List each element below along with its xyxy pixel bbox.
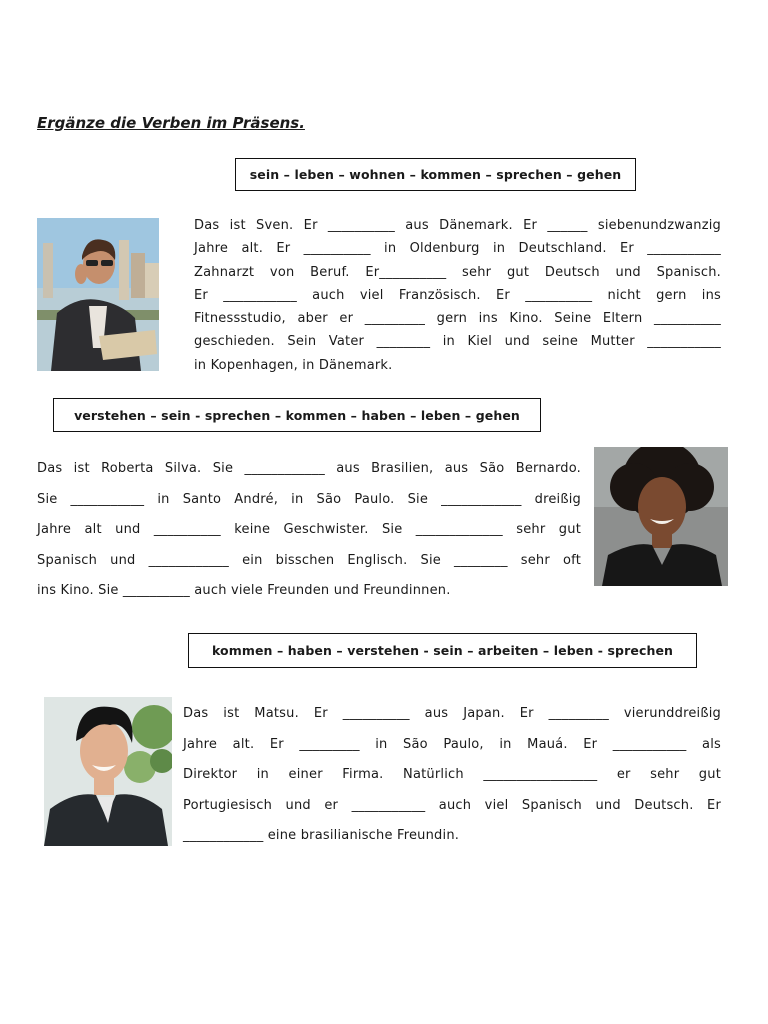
text-line: in Kopenhagen, in Dänemark. bbox=[194, 357, 393, 373]
text-line: Spanisch und ____________ ein bisschen Englisch. Sie ________ sehr oft bbox=[37, 552, 581, 568]
text-line: Das ist Roberta Silva. Sie ____________ aus Brasilien, aus São Bernardo. bbox=[37, 461, 581, 476]
photo-matsu bbox=[44, 697, 172, 846]
text-line: ins Kino. Sie __________ auch viele Freunden und Freundinnen. bbox=[37, 583, 451, 598]
word-box-3: kommen – haben – verstehen - sein – arbeiten – leben - sprechen bbox=[188, 633, 697, 668]
text-line: Jahre alt. Er __________ in Oldenburg in Deutschland. Er ___________ bbox=[194, 241, 721, 257]
text-line: Portugiesisch und er ___________ auch viel Spanisch und Deutsch. Er bbox=[183, 797, 721, 813]
text-line: Jahre alt. Er _________ in São Paulo, in Mauá. Er ___________ als bbox=[183, 736, 721, 752]
paragraph-roberta bbox=[37, 454, 581, 607]
photo-sven bbox=[37, 218, 159, 371]
paragraph-matsu bbox=[183, 699, 721, 852]
word-box-1: sein – leben – wohnen – kommen – sprechen – gehen bbox=[235, 158, 636, 191]
text-line: Das ist Matsu. Er __________ aus Japan. Er _________ vierunddreißig bbox=[183, 706, 721, 721]
text-line: Fitnessstudio, aber er _________ gern ins Kino. Seine Eltern __________ bbox=[194, 311, 721, 327]
text-line: Direktor in einer Firma. Natürlich _________________ er sehr gut bbox=[183, 767, 721, 782]
text-line: Jahre alt und __________ keine Geschwister. Sie _____________ sehr gut bbox=[37, 522, 581, 537]
word-box-2: verstehen – sein - sprechen – kommen – haben – leben – gehen bbox=[53, 398, 541, 432]
paragraph-sven bbox=[194, 214, 721, 377]
text-line: Das ist Sven. Er __________ aus Dänemark. Er ______ siebenundzwanzig bbox=[194, 218, 721, 233]
photo-roberta bbox=[594, 447, 728, 586]
text-line: Sie ___________ in Santo André, in São Paulo. Sie ____________ dreißig bbox=[37, 491, 581, 507]
text-line: geschieden. Sein Vater ________ in Kiel und seine Mutter ___________ bbox=[194, 334, 721, 350]
text-line: ____________ eine brasilianische Freundin. bbox=[183, 828, 460, 843]
text-line: Er ___________ auch viel Französisch. Er __________ nicht gern ins bbox=[194, 287, 721, 303]
text-line: Zahnarzt von Beruf. Er__________ sehr gut Deutsch und Spanisch. bbox=[194, 264, 721, 280]
worksheet-title: Ergänze die Verben im Präsens. bbox=[37, 114, 305, 132]
